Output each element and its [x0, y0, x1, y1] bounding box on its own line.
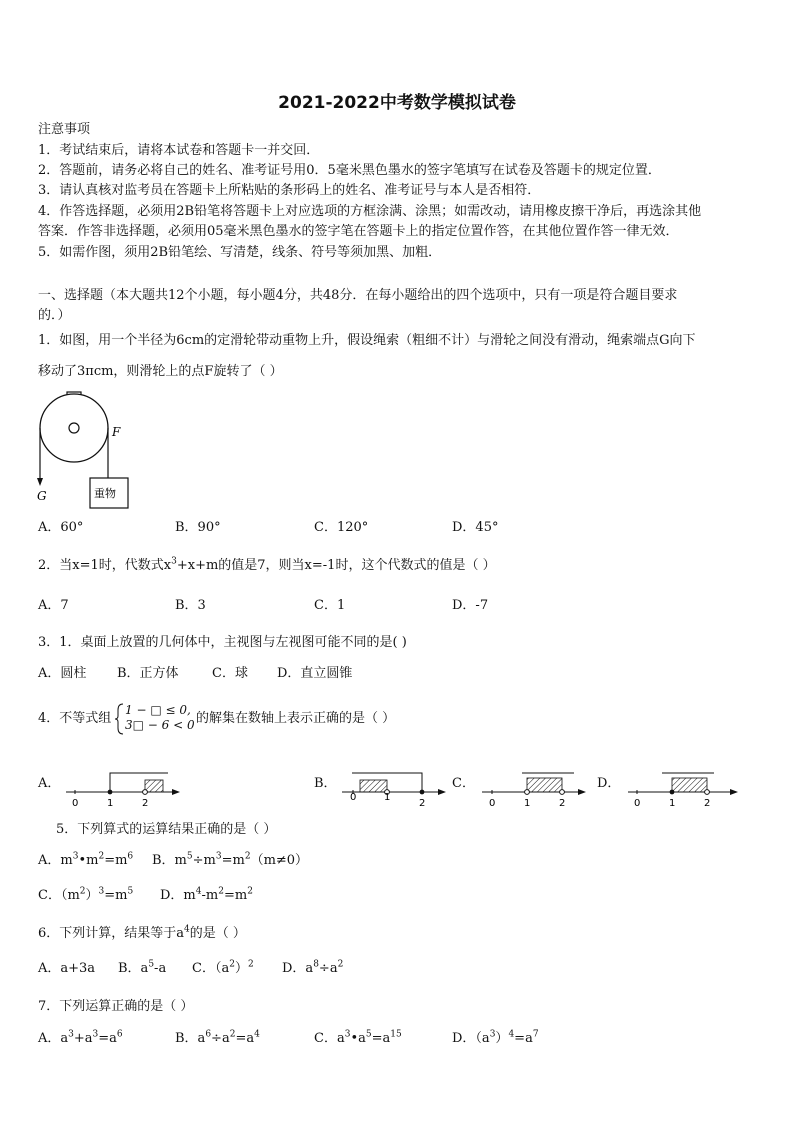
- q3-option-c: C．球: [212, 666, 248, 681]
- pulley-figure: [34, 390, 134, 512]
- q6-option-d: D．$a^8\div a^2$: [282, 959, 344, 976]
- q5-text: 5．下列算式的运算结果正确的是（ ）: [56, 822, 277, 837]
- q3-option-b: B．正方体: [117, 666, 179, 681]
- q5-option-c: C．$(m^2)^3=m^5$: [38, 886, 134, 903]
- notice-item-4-cont: 答案．作答非选择题，必须用05毫米黑色墨水的签字笔在答题卡上的指定位置作答，在其他位置作答一律无效．: [38, 224, 679, 239]
- section-heading-line2: 的．）: [38, 308, 71, 323]
- q6-text: 6．下列计算，结果等于$a^4$的是（ ）: [38, 924, 246, 941]
- q4-inequality-2: 3□ − 6 < 0: [125, 718, 195, 732]
- q4-text-a: 4．不等式组: [38, 711, 112, 726]
- q7-option-b: B．$a^6\div a^2=a^4$: [175, 1029, 260, 1046]
- q6-option-a: A．a+3a: [38, 961, 96, 976]
- q7-option-d: D．$(a^3)^4=a^7$: [452, 1029, 539, 1046]
- number-line-c: [478, 766, 588, 808]
- q1-option-c: C．120°: [314, 520, 369, 535]
- q4-option-c: C．: [452, 776, 475, 791]
- tick-label-2: 2: [142, 798, 149, 808]
- number-line-a: [62, 766, 182, 808]
- q7-option-c: C．$a^3•a^5=a^{15}$: [314, 1029, 402, 1046]
- tick-label-1: 1: [524, 798, 531, 808]
- pulley-label-f: F: [112, 425, 121, 439]
- tick-label-2: 2: [704, 798, 711, 808]
- q2-option-b: B．3: [175, 598, 206, 613]
- tick-label-2: 2: [419, 798, 426, 808]
- q1-text-line1: 1．如图，用一个半径为6cm的定滑轮带动重物上升，假设绳索（粗细不计）与滑轮之间没有滑动，绳索端点G向下: [38, 333, 696, 348]
- q5-option-d: D．$m^4-m^2=m^2$: [160, 886, 253, 903]
- notice-item-2: 2．答题前，请务必将自己的姓名、准考证号用0．5毫米黑色墨水的签字笔填写在试卷及答题卡的规定位置．: [38, 163, 661, 178]
- q4-option-d: D．: [597, 776, 621, 791]
- q1-option-d: D．45°: [452, 520, 499, 535]
- q3-option-d: D．直立圆锥: [277, 666, 353, 681]
- q1-text-line2: 移动了3πcm，则滑轮上的点F旋转了（ ）: [38, 364, 283, 379]
- notice-heading: 注意事项: [38, 122, 91, 137]
- q6-option-b: B．$a^5-a$: [118, 959, 167, 976]
- tick-label-1: 1: [384, 792, 391, 803]
- tick-label-1: 1: [669, 798, 676, 808]
- q4-option-a: A．: [38, 776, 61, 791]
- q1-option-a: A．60°: [38, 520, 84, 535]
- tick-label-0: 0: [634, 798, 641, 808]
- q4-brace: [114, 703, 124, 735]
- q5-option-b: B．$m^5\div m^3=m^2(m\ne 0)$: [152, 851, 309, 868]
- tick-label-0: 0: [72, 798, 79, 808]
- q4-text-b: 的解集在数轴上表示正确的是（ ）: [196, 711, 396, 726]
- notice-item-5: 5．如需作图，须用2B铅笔绘、写清楚，线条、符号等须加黑、加粗．: [38, 245, 442, 260]
- section-heading-line1: 一、选择题（本大题共12个小题，每小题4分，共48分．在每小题给出的四个选项中，只有一项是符合题目要求: [38, 288, 678, 303]
- tick-label-2: 2: [559, 798, 566, 808]
- q2-option-a: A．7: [38, 598, 69, 613]
- notice-item-3: 3．请认真核对监考员在答题卡上所粘贴的条形码上的姓名、准考证号与本人是否相符．: [38, 183, 541, 198]
- tick-label-0: 0: [350, 792, 357, 803]
- q3-option-a: A．圆柱: [38, 666, 87, 681]
- q2-option-d: D．-7: [452, 598, 489, 613]
- q1-option-b: B．90°: [175, 520, 221, 535]
- q5-option-a: A．$m^3•m^2=m^6$: [38, 851, 134, 868]
- q6-option-c: C．$(a^2)^2$: [192, 959, 254, 976]
- notice-item-1: 1．考试结束后，请将本试卷和答题卡一并交回．: [38, 143, 320, 158]
- q4-option-b: B．: [314, 776, 337, 791]
- number-line-b: [338, 766, 448, 808]
- notice-item-4: 4．作答选择题，必须用2B铅笔将答题卡上对应选项的方框涂满、涂黑；如需改动，请用橡皮擦干净后，再选涂其他: [38, 204, 702, 219]
- q2-text: 2．当x=1时，代数式$x^3+x+m$的值是7，则当x=-1时，这个代数式的值是（ ）: [38, 556, 496, 573]
- pulley-label-g: G: [37, 489, 47, 503]
- q3-text: 3．1．桌面上放置的几何体中，主视图与左视图可能不同的是( ): [38, 635, 407, 650]
- q7-text: 7．下列运算正确的是（ ）: [38, 999, 194, 1014]
- q7-option-a: A．$a^3+a^3=a^6$: [38, 1029, 123, 1046]
- q2-option-c: C．1: [314, 598, 346, 613]
- q4-inequality-1: 1 − □ ≤ 0,: [125, 703, 191, 717]
- tick-label-0: 0: [489, 798, 496, 808]
- number-line-d: [624, 766, 742, 808]
- tick-label-1: 1: [107, 798, 114, 808]
- page-title: 2021-2022中考数学模拟试卷: [278, 93, 516, 113]
- pulley-label-weight: 重物: [94, 487, 116, 500]
